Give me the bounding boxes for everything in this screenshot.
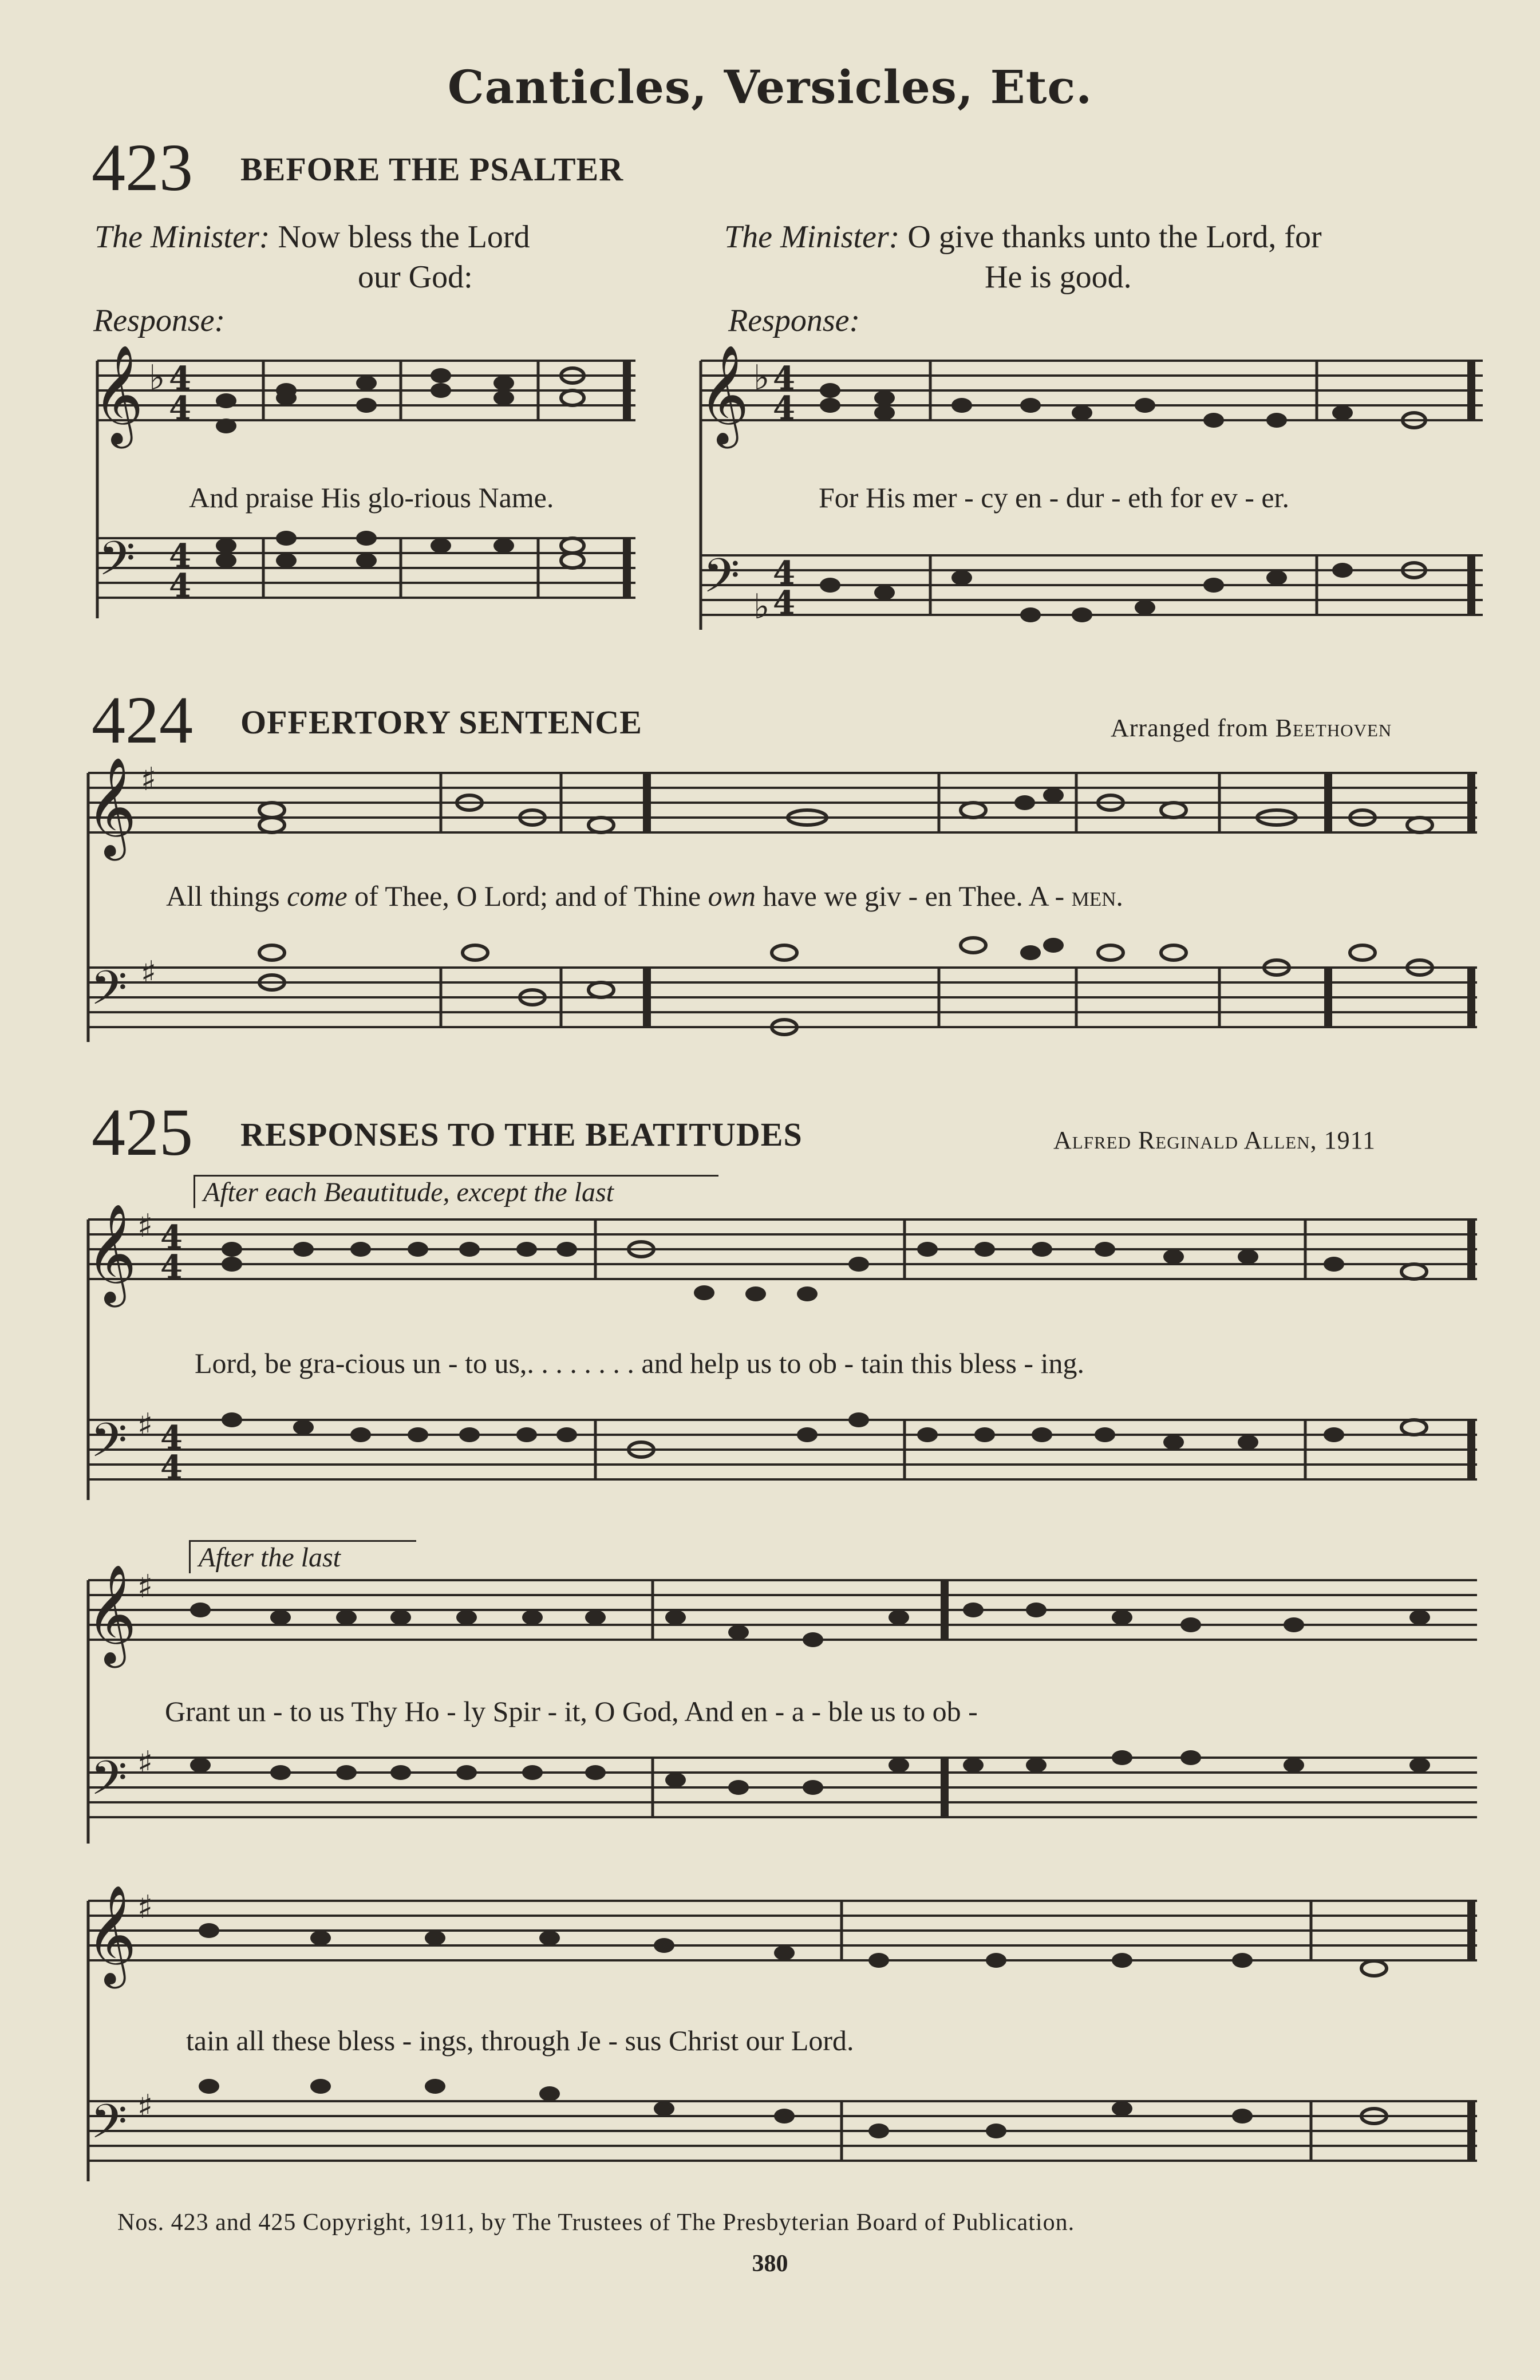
treble-clef-icon: 𝄞: [86, 1885, 137, 1984]
minister-text-2: our God:: [358, 259, 473, 295]
svg-text:♯: ♯: [141, 954, 157, 992]
composer-credit: Alfred Reginald Allen, 1911: [1053, 1126, 1376, 1154]
bass-staff: [97, 531, 635, 605]
svg-text:♯: ♯: [137, 1744, 153, 1782]
svg-text:♯: ♯: [137, 1407, 153, 1444]
time-signature-top: 4: [160, 1419, 183, 1457]
time-signature-bottom: 4: [160, 1448, 183, 1486]
speaker-label: The Minister:: [94, 219, 270, 255]
lyrics-425-line-3: tain all these bless - ings, through Je - sus Christ our Lord.: [186, 2024, 854, 2057]
treble-clef-icon: 𝄞: [93, 345, 144, 444]
time-signature-top: 4: [160, 1218, 183, 1256]
bass-staff: [701, 548, 1483, 627]
time-signature-top: 4: [773, 360, 795, 397]
svg-text:♭: ♭: [753, 358, 770, 398]
time-signature-bottom: 4: [773, 389, 795, 427]
bass-clef-icon: 𝄢: [90, 2094, 128, 2161]
credit-name: Beethoven: [1275, 714, 1392, 742]
time-signature-bottom: 4: [169, 389, 191, 427]
svg-text:♯: ♯: [137, 1207, 153, 1245]
lyric-segment: have we giv - en Thee. A -: [763, 880, 1065, 912]
page-number: 380: [752, 2251, 788, 2277]
section-title: Canticles, Versicles, Etc.: [447, 60, 1093, 114]
copyright-footer: Nos. 423 and 425 Copyright, 1911, by The Trustees of The Presbyterian Board of Publication.: [117, 2209, 1075, 2236]
lyrics-423-right: For His mer - cy en - dur - eth for ev - er.: [819, 481, 1289, 514]
svg-text:♯: ♯: [141, 761, 157, 798]
rubric-after-each: After each Beautitude, except the last: [194, 1175, 718, 1208]
minister-text-1: Now bless the Lord: [278, 219, 530, 255]
minister-line-right: [724, 219, 1322, 255]
hymn-number-424: 424: [92, 682, 193, 757]
lyric-segment: men.: [1071, 880, 1123, 912]
hymn-title-425: RESPONSES TO THE BEATITUDES: [240, 1116, 803, 1153]
bass-clef-icon: 𝄢: [90, 960, 128, 1027]
minister-line-left: [94, 219, 530, 255]
credit-prefix: Arranged from: [1111, 714, 1269, 742]
bass-staff: [88, 938, 1477, 1035]
minister-text-1: O give thanks unto the Lord, for: [907, 219, 1322, 255]
lyrics-425-line-1: Lord, be gra-cious un - to us,. . . . . . . . and help us to ob - tain this bless - ing.: [195, 1347, 1084, 1379]
minister-text-2: He is good.: [985, 259, 1132, 295]
treble-clef-icon: 𝄞: [86, 1203, 137, 1303]
hymn-title-424: OFFERTORY SENTENCE: [240, 704, 642, 741]
rubric-after-last: After the last: [189, 1540, 416, 1573]
svg-text:♭: ♭: [149, 358, 165, 398]
response-label-right: Response:: [728, 303, 860, 338]
lyric-segment: come: [287, 880, 348, 912]
lyrics-425-line-2: Grant un - to us Thy Ho - ly Spir - it, O God, And en - a - ble us to ob -: [165, 1695, 978, 1727]
time-signature-bottom: 4: [169, 567, 191, 605]
lyric-segment: own: [708, 880, 756, 912]
time-signature-bottom: 4: [773, 584, 795, 622]
arranger-credit: [1111, 713, 1392, 743]
time-signature-top: 4: [169, 360, 191, 397]
time-signature-bottom: 4: [160, 1248, 183, 1286]
treble-clef-icon: 𝄞: [86, 1564, 137, 1664]
lyric-segment: of Thee, O Lord; and of Thine: [354, 880, 701, 912]
svg-text:♭: ♭: [753, 587, 770, 627]
time-signature-top: 4: [773, 554, 795, 592]
svg-text:♯: ♯: [137, 1889, 153, 1926]
time-signature-top: 4: [169, 537, 191, 575]
speaker-label: The Minister:: [724, 219, 900, 255]
bass-clef-icon: 𝄢: [98, 531, 136, 598]
bass-clef-icon: 𝄢: [90, 1412, 128, 1479]
bass-staff: [88, 2079, 1477, 2161]
lyrics-424: [166, 879, 1123, 913]
svg-text:♯: ♯: [137, 2088, 153, 2125]
bass-clef-icon: 𝄢: [90, 1750, 128, 1817]
response-label-left: Response:: [93, 303, 226, 338]
hymn-number-425: 425: [92, 1095, 193, 1170]
lyric-segment: All things: [166, 880, 280, 912]
hymn-title-423: BEFORE THE PSALTER: [240, 151, 624, 188]
bass-staff: [88, 1407, 1477, 1486]
treble-clef-icon: 𝄞: [698, 345, 749, 444]
svg-text:♯: ♯: [137, 1568, 153, 1605]
bass-staff: [88, 1744, 1477, 1817]
treble-clef-icon: 𝄞: [86, 757, 137, 857]
hymn-number-423: 423: [92, 130, 193, 205]
bass-clef-icon: 𝄢: [703, 548, 740, 615]
lyrics-423-left: And praise His glo-rious Name.: [189, 481, 554, 514]
